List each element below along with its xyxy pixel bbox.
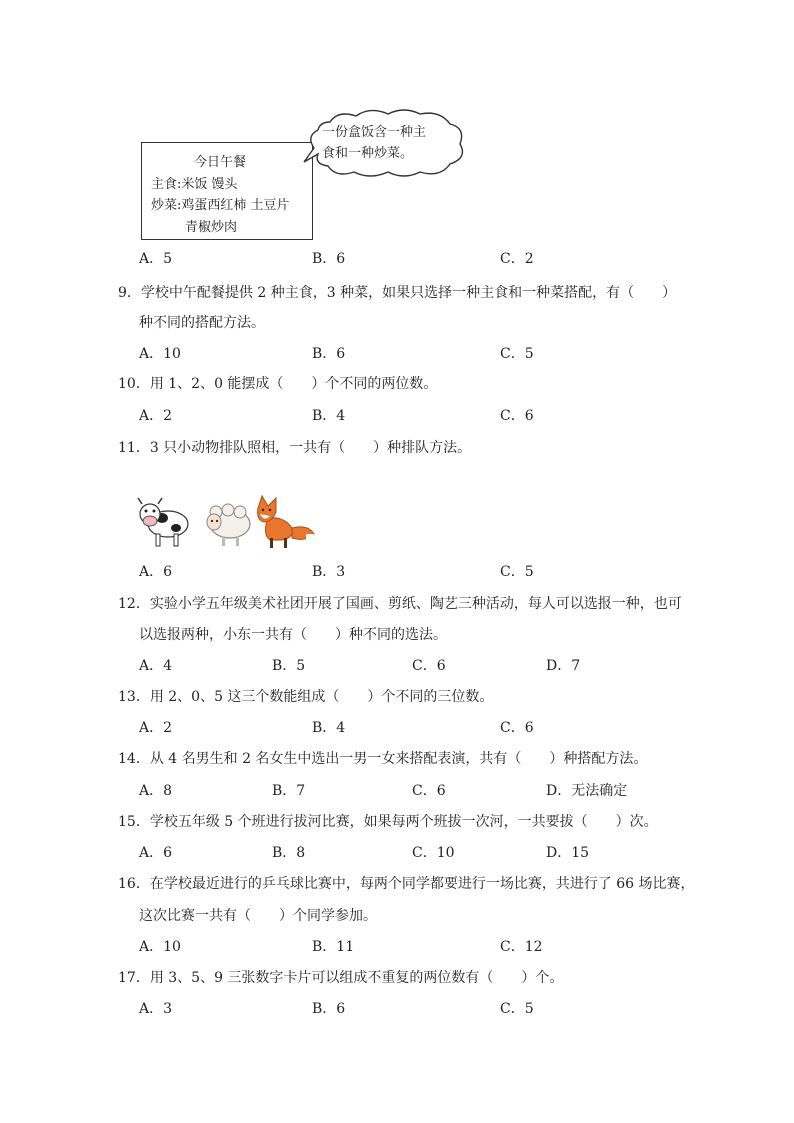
q15-option-d[interactable]: D．15 <box>546 845 590 861</box>
question-15-text: 15．学校五年级 5 个班进行拔河比赛，如果每两个班拔一次河，一共要拔（ ）次。 <box>118 814 658 830</box>
q12-option-b[interactable]: B．5 <box>272 658 306 674</box>
question-12-text: 12．实验小学五年级美术社团开展了国画、剪纸、陶艺三种活动，每人可以选报一种，也可 <box>118 596 682 612</box>
question-11-text: 11．3 只小动物排队照相，一共有（ ）种排队方法。 <box>118 440 472 456</box>
menu-dishes: 炒菜:鸡蛋西红柿 土豆片 <box>151 198 290 213</box>
q8-option-a[interactable]: A．5 <box>139 251 173 267</box>
q15-option-b[interactable]: B．8 <box>272 845 306 861</box>
question-14-text: 14．从 4 名男生和 2 名女生中选出一男一女来搭配表演，共有（ ）种搭配方法。 <box>118 751 648 767</box>
q14-option-c[interactable]: C．6 <box>412 783 446 799</box>
question-9-text: 9．学校中午配餐提供 2 种主食，3 种菜，如果只选择一种主食和一种菜搭配，有（ ） <box>118 285 677 301</box>
q16-option-c[interactable]: C．12 <box>500 939 543 955</box>
q9-option-b[interactable]: B．6 <box>312 346 346 362</box>
question-16-text-cont: 这次比赛一共有（ ）个同学参加。 <box>139 908 377 924</box>
q16-option-a[interactable]: A．10 <box>139 939 181 955</box>
bubble-line2: 食和一种炒菜。 <box>322 146 414 161</box>
menu-staple: 主食:米饭 馒头 <box>151 177 238 192</box>
q14-option-d[interactable]: D．无法确定 <box>546 783 628 799</box>
q17-option-b[interactable]: B．6 <box>312 1001 346 1017</box>
q10-option-b[interactable]: B．4 <box>312 408 346 424</box>
lunch-menu-board <box>141 142 313 240</box>
q12-option-a[interactable]: A．4 <box>139 658 173 674</box>
q13-option-a[interactable]: A．2 <box>139 720 173 736</box>
q13-option-c[interactable]: C．6 <box>500 720 534 736</box>
q9-option-c[interactable]: C．5 <box>500 346 534 362</box>
q15-option-a[interactable]: A．6 <box>139 845 173 861</box>
q12-option-c[interactable]: C．6 <box>412 658 446 674</box>
q10-option-a[interactable]: A．2 <box>139 408 173 424</box>
menu-dishes-cont: 青椒炒肉 <box>185 220 238 235</box>
menu-title: 今日午餐 <box>194 155 247 170</box>
question-13-text: 13．用 2、0、5 这三个数能组成（ ）个不同的三位数。 <box>118 689 494 705</box>
question-9-text-cont: 种不同的搭配方法。 <box>139 315 265 331</box>
fox-icon <box>258 496 314 548</box>
cow-icon <box>138 498 188 546</box>
question-17-text: 17．用 3、5、9 三张数字卡片可以组成不重复的两位数有（ ）个。 <box>118 970 564 986</box>
q12-option-d[interactable]: D．7 <box>546 658 581 674</box>
q10-option-c[interactable]: C．6 <box>500 408 534 424</box>
q8-option-c[interactable]: C．2 <box>500 251 534 267</box>
bubble-line1: 一份盒饭含一种主 <box>322 125 427 140</box>
speech-bubble <box>300 108 470 180</box>
q11-option-c[interactable]: C．5 <box>500 564 534 580</box>
animals-picture <box>136 494 316 552</box>
q17-option-a[interactable]: A．3 <box>139 1001 173 1017</box>
question-12-text-cont: 以选报两种，小东一共有（ ）种不同的选法。 <box>139 627 447 643</box>
q16-option-b[interactable]: B．11 <box>312 939 355 955</box>
q13-option-b[interactable]: B．4 <box>312 720 346 736</box>
question-10-text: 10．用 1、2、0 能摆成（ ）个不同的两位数。 <box>118 376 438 392</box>
q17-option-c[interactable]: C．5 <box>500 1001 534 1017</box>
q11-option-a[interactable]: A．6 <box>139 564 173 580</box>
q15-option-c[interactable]: C．10 <box>412 845 455 861</box>
q14-option-a[interactable]: A．8 <box>139 783 173 799</box>
q8-option-b[interactable]: B．6 <box>312 251 346 267</box>
sheep-icon <box>207 504 250 546</box>
q9-option-a[interactable]: A．10 <box>139 346 181 362</box>
q14-option-b[interactable]: B．7 <box>272 783 306 799</box>
q11-option-b[interactable]: B．3 <box>312 564 346 580</box>
question-16-text: 16．在学校最近进行的乒乓球比赛中，每两个同学都要进行一场比赛，共进行了 66 场比赛， <box>118 876 695 892</box>
